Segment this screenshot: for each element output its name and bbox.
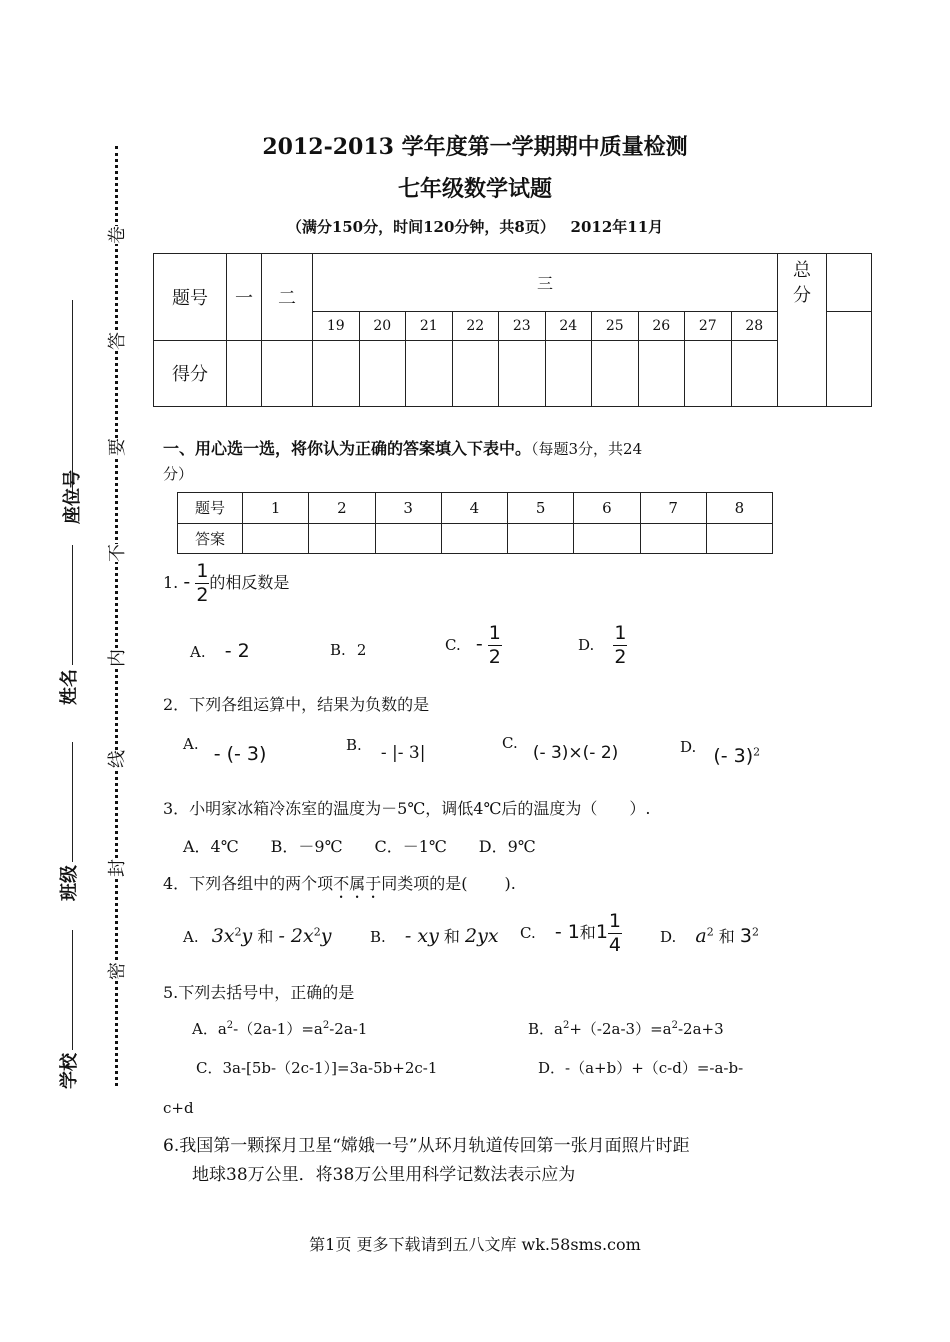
q2-b-value: - |- 3| [380, 743, 426, 763]
question-2: 2．下列各组运算中，结果为负数的是 [163, 695, 430, 714]
answer-cell[interactable] [574, 523, 640, 554]
q4-a-exp2: 2 [313, 925, 321, 939]
score-subcol: 22 [452, 312, 499, 340]
q5-option-a[interactable] [192, 1018, 367, 1039]
q4-d-and: 和 [718, 927, 735, 946]
q4-d-exp1: 2 [706, 925, 714, 939]
seal-char: 卷 [103, 226, 129, 244]
exam-info: （满分150分，时间120分钟，共8页） 2012年11月 [286, 218, 664, 236]
q2-a-label: A. [183, 735, 199, 753]
answer-cell[interactable] [706, 523, 772, 554]
q4-d-label: D. [660, 928, 677, 946]
score-total-value[interactable] [827, 312, 872, 407]
seal-char: 封 [103, 859, 129, 877]
seal-char: 答 [103, 332, 129, 350]
q1-option-b[interactable] [330, 640, 366, 659]
q2-option-a[interactable] [183, 735, 267, 765]
q2-option-d[interactable] [680, 735, 761, 767]
question-4 [163, 871, 516, 902]
q1-c-den: 2 [488, 646, 501, 668]
section1-heading: 一、用心选一选，将你认为正确的答案填入下表中。 [163, 439, 532, 458]
q4-b-p1: - xy [404, 925, 439, 947]
answer-col-number: 8 [706, 493, 772, 524]
answer-col-number: 2 [309, 493, 375, 524]
seal-char: 不 [103, 544, 129, 562]
q5-a-exp: 2 [226, 1020, 234, 1031]
answer-col-number: 5 [508, 493, 574, 524]
q1-text: 的相反数是 [209, 573, 290, 592]
q1-d-fraction [613, 624, 627, 667]
q4-a-label: A. [183, 928, 199, 946]
answer-label-question: 题号 [178, 493, 243, 524]
q2-option-b[interactable] [346, 735, 426, 763]
page-subtitle: 七年级数学试题 [397, 176, 552, 202]
q5-a-exp2: 2 [322, 1020, 330, 1031]
q1-option-d[interactable] [578, 624, 627, 667]
q1-d-num: 1 [614, 622, 627, 644]
q1-b-value: 2 [356, 641, 367, 659]
seal-char: 线 [103, 750, 129, 768]
q4-emphasis: 不属于 [333, 874, 382, 893]
section1-note: （每题3分，共24 [531, 440, 643, 458]
score-subcol: 19 [313, 312, 360, 340]
answer-cell[interactable] [508, 523, 574, 554]
q4-a-p1: 3x [211, 925, 235, 947]
q5-option-c[interactable]: C．3a-[5b-（2c-1）]=3a-5b+2c-1 [196, 1059, 438, 1077]
q1-a-label: A. [190, 643, 206, 661]
answer-label-answer: 答案 [178, 523, 243, 554]
field-school: 学校 [59, 1053, 80, 1089]
score-table [153, 253, 872, 407]
q4-b-p2: 2yx [465, 925, 499, 947]
q4-a-p2: y [241, 925, 253, 947]
seal-char: 要 [103, 438, 129, 456]
q4-c-fraction [608, 912, 622, 955]
q4-c-whole: 1 [595, 921, 608, 943]
score-subcol: 23 [499, 312, 546, 340]
q5-a-pre: A．a [192, 1020, 227, 1038]
q1-b-label: B. [330, 641, 346, 659]
score-cell[interactable] [262, 340, 313, 406]
answer-cell[interactable] [243, 523, 309, 554]
seal-char: 密 [103, 962, 129, 980]
score-cell[interactable] [313, 340, 360, 406]
q5-b-pre: B．a [528, 1020, 563, 1038]
score-subcol: 20 [359, 312, 406, 340]
answer-col-number: 1 [243, 493, 309, 524]
q2-d-expr [713, 747, 760, 766]
q4-b-and: 和 [443, 927, 460, 946]
q2-b-label: B. [346, 736, 362, 754]
q5-a-post: -2a-1 [329, 1020, 368, 1038]
q1-minus: - [183, 571, 191, 593]
q5-option-d[interactable]: D．-（a+b）+（c-d）=-a-b- [538, 1059, 744, 1077]
answer-cell[interactable] [309, 523, 375, 554]
q1-c-fraction [488, 624, 502, 667]
question-1 [163, 562, 289, 605]
q1-c-label: C. [445, 636, 461, 654]
q4-b-label: B. [370, 928, 386, 946]
score-cell[interactable] [545, 340, 592, 406]
q1-fraction [195, 562, 209, 605]
q4-a-p3: - 2x [278, 925, 314, 947]
score-total-cell[interactable] [778, 312, 827, 407]
score-col-one: 一 [227, 254, 262, 341]
field-seat: 座位号 [62, 470, 83, 524]
question-3: 3．小明家冰箱冷冻室的温度为－5℃，调低4℃后的温度为（ ）. [163, 799, 651, 818]
underline-class [72, 742, 73, 862]
answer-cell[interactable] [441, 523, 507, 554]
q4-c-p1: - 1 [554, 921, 580, 943]
q5-a-mid: -（2a-1）=a [233, 1020, 323, 1038]
q1-d-den: 2 [614, 646, 627, 668]
q2-d-exp: 2 [753, 745, 761, 759]
q5-b-exp2: 2 [671, 1020, 678, 1031]
answer-col-number: 6 [574, 493, 640, 524]
score-cell[interactable] [452, 340, 499, 406]
q4-c-and: 和 [579, 923, 596, 942]
score-cell[interactable] [731, 340, 778, 406]
score-subcol: 21 [406, 312, 453, 340]
score-cell[interactable] [638, 340, 685, 406]
field-class: 班级 [59, 865, 80, 901]
score-subcol: 26 [638, 312, 685, 340]
page-title: 2012-2013 学年度第一学期期中质量检测 [262, 134, 688, 160]
score-subcol: 24 [545, 312, 592, 340]
q1-d-label: D. [578, 636, 595, 654]
q4-c-den: 4 [608, 934, 621, 956]
score-cell[interactable] [499, 340, 546, 406]
score-cell[interactable] [359, 340, 406, 406]
underline-name [72, 545, 73, 665]
q5-b-exp: 2 [562, 1020, 570, 1031]
answer-col-number: 7 [640, 493, 706, 524]
underline-school [72, 930, 73, 1050]
score-subcol: 27 [685, 312, 732, 340]
score-subcol: 25 [592, 312, 639, 340]
score-cell[interactable] [406, 340, 453, 406]
q5-b-mid: +（-2a-3）=a [569, 1020, 672, 1038]
score-cell[interactable] [592, 340, 639, 406]
score-label-score: 得分 [154, 340, 227, 406]
q4-a-p4: y [320, 925, 332, 947]
q4-a-and: 和 [257, 927, 274, 946]
q4-d-p2: 3 [739, 925, 752, 947]
score-cell[interactable] [227, 340, 262, 406]
q3-options[interactable]: A．4℃ B．－9℃ C．－1℃ D．9℃ [183, 837, 536, 856]
section1-note-cont: 分） [163, 465, 194, 483]
q2-c-label: C. [502, 734, 518, 752]
q4-d-exp2: 2 [751, 925, 759, 939]
score-cell[interactable] [685, 340, 732, 406]
q4-option-a[interactable] [183, 924, 331, 947]
answer-table [177, 492, 773, 554]
answer-cell[interactable] [640, 523, 706, 554]
q2-option-c[interactable] [502, 733, 619, 763]
q4-c-label: C. [520, 924, 536, 942]
q1-option-c[interactable] [445, 624, 502, 667]
q2-d-value: (- 3) [713, 745, 754, 767]
answer-col-number: 4 [441, 493, 507, 524]
section1-heading-line [163, 436, 642, 459]
score-col-three: 三 [313, 254, 778, 312]
q1-prefix: 1. [163, 573, 179, 592]
q4-d-p1: a [695, 925, 707, 947]
q5-option-b[interactable] [528, 1018, 724, 1039]
q2-c-value: (- 3)×(- 2) [532, 743, 619, 763]
seal-char: 内 [103, 649, 129, 667]
q4-a-exp1: 2 [234, 925, 242, 939]
question-6-line2: 地球38万公里．将38万公里用科学记数法表示应为 [192, 1165, 576, 1185]
q2-a-value: - (- 3) [213, 743, 267, 765]
q1-c-minus: - [475, 633, 483, 655]
q4-option-b[interactable] [370, 924, 499, 947]
page-footer: 第1页 更多下载请到五八文库 wk.58sms.com [309, 1235, 641, 1254]
q1-num: 1 [196, 560, 209, 582]
q4-option-c[interactable] [520, 912, 622, 955]
score-total-blank [827, 254, 872, 312]
q2-d-label: D. [680, 738, 697, 756]
q5-option-d-cont: c+d [163, 1099, 194, 1117]
q4-text-before: 4．下列各组中的两个项 [163, 874, 334, 893]
question-6-line1: 6.我国第一颗探月卫星“嫦娥一号”从环月轨道传回第一张月面照片时距 [163, 1136, 690, 1156]
q1-option-a[interactable] [190, 640, 250, 662]
q1-den: 2 [196, 584, 209, 606]
score-label-question: 题号 [154, 254, 227, 341]
q4-c-num: 1 [608, 910, 621, 932]
score-col-total: 总 分 [778, 254, 827, 312]
q4-text-after: 同类项的是( ). [381, 874, 516, 893]
q4-option-d[interactable] [660, 924, 759, 947]
score-subcol: 28 [731, 312, 778, 340]
question-5: 5.下列去括号中，正确的是 [163, 983, 355, 1002]
q1-a-value: - 2 [224, 640, 250, 662]
field-name: 姓名 [59, 669, 80, 705]
q1-c-num: 1 [488, 622, 501, 644]
score-col-two: 二 [262, 254, 313, 341]
answer-col-number: 3 [375, 493, 441, 524]
answer-cell[interactable] [375, 523, 441, 554]
seal-line [115, 146, 118, 1086]
q5-b-post: -2a+3 [677, 1020, 724, 1038]
